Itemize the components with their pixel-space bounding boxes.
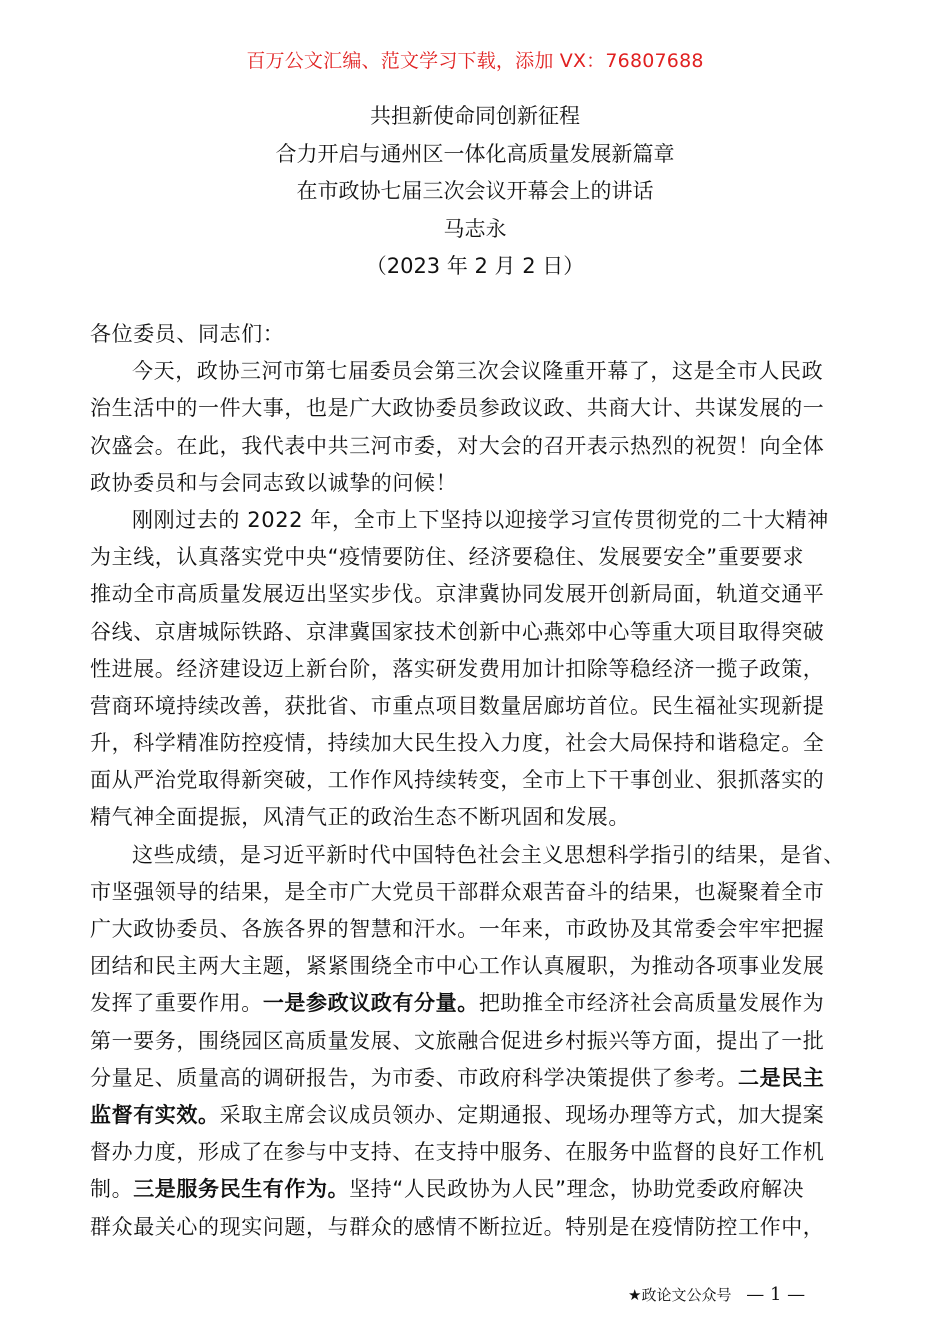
paragraph-line — [90, 1060, 870, 1097]
bold-point-2-start: 二是民主 — [738, 1065, 825, 1090]
paragraph-line: 营商环境持续改善，获批省、市重点项目数量居廊坊首位。民生福祉实现新提 — [90, 693, 825, 718]
header-watermark-note: 百万公文汇编、范文学习下载，添加 VX：76807688 — [246, 50, 704, 72]
paragraph-line: 性进展。经济建设迈上新台阶，落实研发费用加计扣除等稳经济一揽子政策， — [90, 656, 825, 681]
paragraph-line — [90, 1171, 870, 1208]
paragraph-line — [90, 985, 870, 1022]
title-line-1: 共担新使命同创新征程 — [370, 104, 580, 128]
line-text: 制。 — [90, 1177, 134, 1202]
paragraph-line: 升，科学精准防控疫情，持续加大民生投入力度，社会大局保持和谐稳定。全 — [90, 731, 825, 756]
paragraph-line: 面从严治党取得新突破，工作作风持续转变，全市上下干事创业、狠抓落实的 — [90, 768, 825, 793]
paragraph-line: 次盛会。在此，我代表中共三河市委，对大会的召开表示热烈的祝贺！向全体 — [90, 433, 825, 458]
bold-point-2-end: 监督有实效。 — [90, 1102, 220, 1127]
title-line-3: 在市政协七届三次会议开幕会上的讲话 — [296, 179, 654, 203]
title-line-2: 合力开启与通州区一体化高质量发展新篇章 — [275, 141, 675, 166]
footer-source: ★政论文公众号 — [628, 1286, 732, 1304]
paragraph-line: 第一要务，围绕园区高质量发展、文旅融合促进乡村振兴等方面，提出了一批 — [90, 1028, 825, 1053]
paragraph-line: 精气神全面提振，风清气正的政治生态不断巩固和发展。 — [90, 805, 630, 830]
paragraph-line: 督办力度，形成了在参与中支持、在支持中服务、在服务中监督的良好工作机 — [90, 1140, 825, 1165]
speech-date: （2023 年 2 月 2 日） — [365, 254, 585, 278]
paragraph-line: 治生活中的一件大事，也是广大政协委员参政议政、共商大计、共谋发展的一 — [90, 396, 825, 421]
paragraph-line: 今天，政协三河市第七届委员会第三次会议隆重开幕了，这是全市人民政 — [132, 359, 824, 384]
paragraph-line: 团结和民主两大主题，紧紧围绕全市中心工作认真履职，为推动各项事业发展 — [90, 954, 825, 979]
paragraph-2 — [90, 502, 870, 837]
bold-point-1: 一是参政议政有分量。 — [262, 991, 479, 1016]
line-text: 分量足、质量高的调研报告，为市委、市政府科学决策提供了参考。 — [90, 1065, 738, 1090]
document-body — [90, 316, 870, 1246]
page-footer — [628, 1284, 805, 1305]
title-block — [0, 98, 950, 286]
bold-point-3: 三是服务民生有作为。 — [133, 1177, 350, 1202]
paragraph-line — [90, 1097, 870, 1134]
author-name: 马志永 — [443, 216, 507, 241]
paragraph-3 — [90, 837, 870, 1246]
paragraph-line: 为主线，认真落实党中央“疫情要防住、经济要稳住、发展要安全”重要要求 — [90, 545, 805, 570]
line-text: 采取主席会议成员领办、定期通报、现场办理等方式，加大提案 — [219, 1102, 825, 1127]
line-text: 发挥了重要作用。 — [90, 991, 263, 1016]
paragraph-line: 政协委员和与会同志致以诚挚的问候！ — [90, 470, 458, 495]
salutation: 各位委员、同志们： — [90, 322, 285, 346]
line-text: 坚持“人民政协为人民”理念，协助党委政府解决 — [349, 1177, 805, 1202]
paragraph-line: 群众最关心的现实问题，与群众的感情不断拉近。特别是在疫情防控工作中， — [90, 1214, 825, 1239]
paragraph-line: 谷线、京唐城际铁路、京津冀国家技术创新中心燕郊中心等重大项目取得突破 — [90, 619, 825, 644]
page-number: — 1 — — [746, 1284, 806, 1305]
line-text: 把助推全市经济社会高质量发展作为 — [478, 991, 825, 1016]
paragraph-line: 广大政协委员、各族各界的智慧和汗水。一年来，市政协及其常委会牢牢把握 — [90, 917, 825, 941]
paragraph-line: 这些成绩，是习近平新时代中国特色社会主义思想科学指引的结果，是省、 — [132, 842, 845, 867]
paragraph-line: 刚刚过去的 2022 年，全市上下坚持以迎接学习宣传贯彻党的二十大精神 — [132, 507, 829, 532]
paragraph-line: 市坚强领导的结果，是全市广大党员干部群众艰苦奋斗的结果，也凝聚着全市 — [90, 879, 825, 904]
paragraph-1 — [90, 353, 870, 502]
paragraph-line: 推动全市高质量发展迈出坚实步伐。京津冀协同发展开创新局面，轨道交通平 — [90, 582, 825, 607]
